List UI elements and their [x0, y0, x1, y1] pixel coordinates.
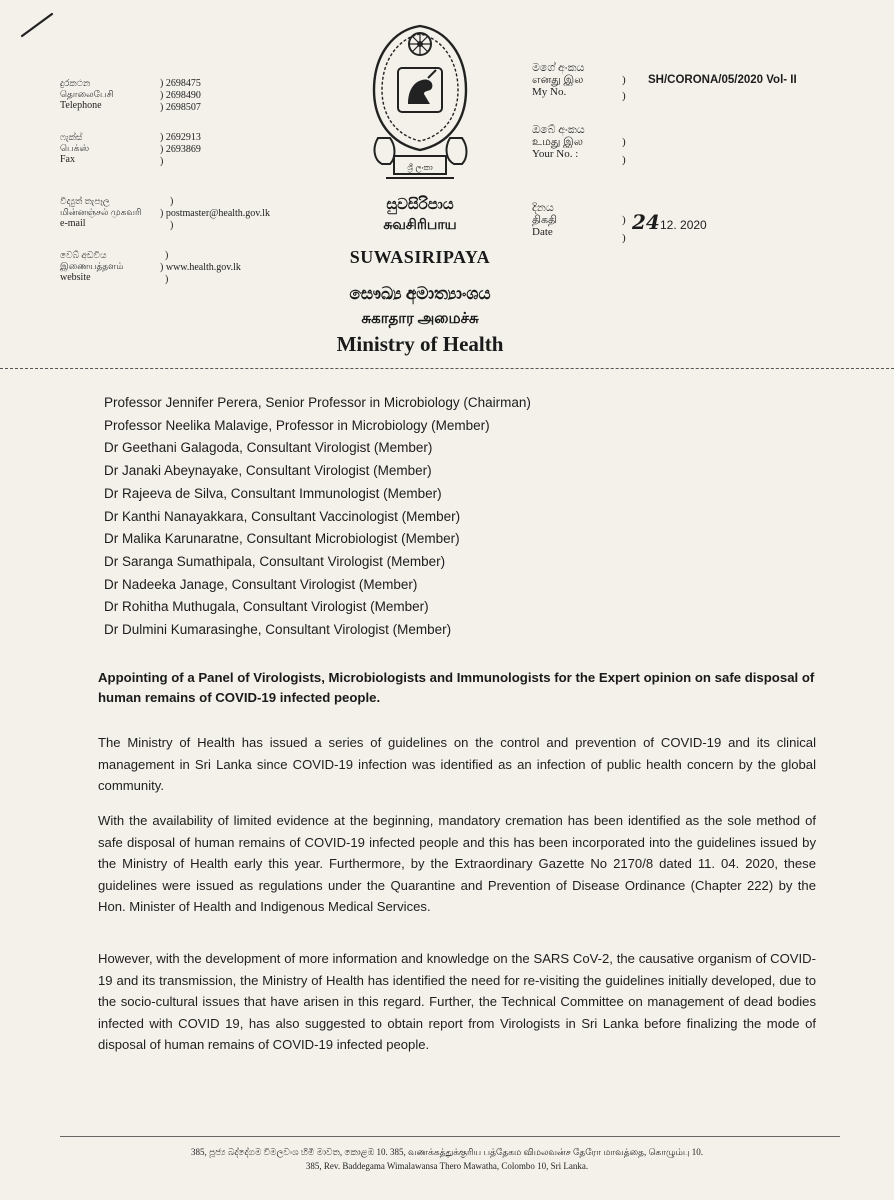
your-no-label-en: Your No. : [532, 148, 579, 160]
email-address: postmaster@health.gov.lk [165, 208, 270, 219]
my-no-label-si: මගේ අංකය [532, 62, 585, 74]
phone-label-en: Telephone [60, 100, 102, 111]
email-label-si: විද්‍යුත් තැපෑල [60, 196, 110, 206]
date-label-ta: திகதி [532, 214, 558, 226]
my-no-value: SH/CORONA/05/2020 Vol- II [648, 74, 797, 86]
your-no-label-si: ඔබේ අංකය [532, 124, 585, 136]
ministry-sinhala: සෞඛ්‍ය අමාත්‍යාංශය [349, 284, 491, 303]
ministry-english: Ministry of Health [336, 332, 504, 356]
phone-label-ta: தொலைபேசி [60, 89, 114, 99]
member-list [104, 392, 824, 642]
name-tamil: சுவசிரிபாய [383, 218, 457, 233]
subject-heading: Appointing of a Panel of Virologists, Microbiologists and Immunologists for the Expert opinion on safe disposal of human remains of COVID-19 infected people. [98, 670, 815, 705]
name-sinhala: සුවසිරිපාය [386, 197, 454, 213]
body-paragraph: However, with the development of more information and knowledge on the SARS CoV-2, the causative organism of COVID-19 and its transmission, the Ministry of Health has identified the need for re-visiting the guidelines initially developed, due to the socio-cultural issues that have arisen in this regard. Further, the Technical Committee on management of dead bodies infected with COVID 19, has also suggested to obtain report from Virologists in Sri Lanka before finalizing the mode of disposal of human remains of COVID-19 infected people. [98, 951, 816, 1052]
my-no-label-ta: எனது இல [532, 74, 584, 86]
name-english: SUWASIRIPAYA [349, 247, 491, 267]
date-day-handwritten: 24 [632, 210, 660, 234]
fax-label-si: ෆැක්ස් [60, 132, 83, 142]
list-item: Dr Geethani Galagoda, Consultant Virologist (Member) [104, 440, 433, 456]
phone-2: 2698490 [165, 90, 201, 101]
list-item: Dr Rohitha Muthugala, Consultant Virologist (Member) [104, 599, 429, 615]
list-item: Dr Kanthi Nanayakkara, Consultant Vaccinologist (Member) [104, 508, 461, 524]
my-no-label-en: My No. [532, 86, 567, 98]
emblem-text: ශ්‍රී ලංකා [407, 163, 433, 172]
header-divider [0, 368, 894, 370]
date-value: 12. 2020 [660, 218, 707, 232]
fax-label-en: Fax [60, 154, 75, 165]
list-item: Dr Saranga Sumathipala, Consultant Virologist (Member) [104, 553, 446, 569]
list-item: Dr Dulmini Kumarasinghe, Consultant Virologist (Member) [104, 622, 452, 638]
email-label-en: e-mail [60, 218, 86, 229]
fax-label-ta: பெக்ஸ் [60, 143, 90, 153]
list-item: Dr Janaki Abeynayake, Consultant Virologist (Member) [104, 463, 432, 479]
letterhead-left: දුරකථන தொலைபேசி Telephone ) 2698475 ) 2698490 ) 2698507 ෆැක්ස් பெக்ஸ் Fax ) 2692913 ) 2693869 ) විද්‍යුත් තැපෑල மின்னஞ்சல் முகவரி e-mail ) ) postmaster@health.gov.lk ) වෙබ් අඩවිය இணையத்தளம் website ) ) www.health.gov.lk ) [60, 78, 270, 285]
pen-mark [18, 6, 58, 40]
website-label-en: website [60, 272, 91, 283]
footer-divider [60, 1136, 840, 1137]
your-no-label-ta: உமது இல [532, 136, 583, 148]
list-item: Dr Malika Karunaratne, Consultant Microbiologist (Member) [104, 531, 460, 547]
footer-address-local: 385, පූජ්‍ය බද්දේගම විමලවංශ හිමි මාවත, කොළඹ 10. 385, வணக்கத்துக்குரிய பத்தேகம விமலவன்ச தேரோ மாவத்தை, கொழும்பு 10. [190, 1147, 704, 1157]
footer-address-english: 385, Rev. Baddegama Wimalawansa Thero Mawatha, Colombo 10, Sri Lanka. [305, 1161, 589, 1171]
website-label-si: වෙබ් අඩවිය [60, 250, 107, 260]
list-item: Dr Nadeeka Janage, Consultant Virologist (Member) [104, 576, 418, 592]
state-emblem-icon [364, 20, 476, 192]
body-paragraph: With the availability of limited evidence at the beginning, mandatory cremation has been identified as the sole method of safe disposal of human remains of COVID-19 infected people and this has been incorporated into the guidelines issued by the Ministry of Health early this year. Furthermore, by the Extraordinary Gazette No 2170/8 dated 11. 04. 2020, these guidelines were issued as regulations under the Quarantine and Prevention of Disease Ordinance (Chapter 222) by the Hon. Minister of Health and Indigenous Medical Services. [98, 813, 816, 914]
fax-2: 2693869 [165, 144, 201, 155]
website-label-ta: இணையத்தளம் [60, 261, 124, 271]
phone-1: 2698475 [165, 78, 201, 89]
body-paragraph: The Ministry of Health has issued a series of guidelines on the control and prevention of COVID-19 and its clinical management in Sri Lanka since COVID-19 infection was identified as an infection of public health concern by the global community. [98, 735, 816, 793]
list-item: Professor Jennifer Perera, Senior Professor in Microbiology (Chairman) [104, 395, 531, 410]
phone-label-si: දුරකථන [60, 78, 91, 88]
list-item: Professor Neelika Malavige, Professor in Microbiology (Member) [104, 417, 490, 433]
list-item: Dr Rajeeva de Silva, Consultant Immunologist (Member) [104, 485, 442, 501]
website-url: www.health.gov.lk [165, 262, 241, 273]
email-label-ta: மின்னஞ்சல் முகவரி [60, 207, 142, 217]
ministry-tamil: சுகாதார அமைச்சு [361, 311, 479, 327]
letterhead-right: මගේ අංකය எனது இல My No. ) ) SH/CORONA/05/2020 Vol- II ඔබේ අංකය உமது இல Your No. : ) ) දිනය திகதி Date ) ) 24 12. 2020 [532, 62, 797, 244]
date-label-si: දිනය [532, 202, 554, 214]
fax-1: 2692913 [165, 132, 201, 143]
date-label-en: Date [532, 226, 553, 238]
phone-3: 2698507 [165, 102, 201, 113]
